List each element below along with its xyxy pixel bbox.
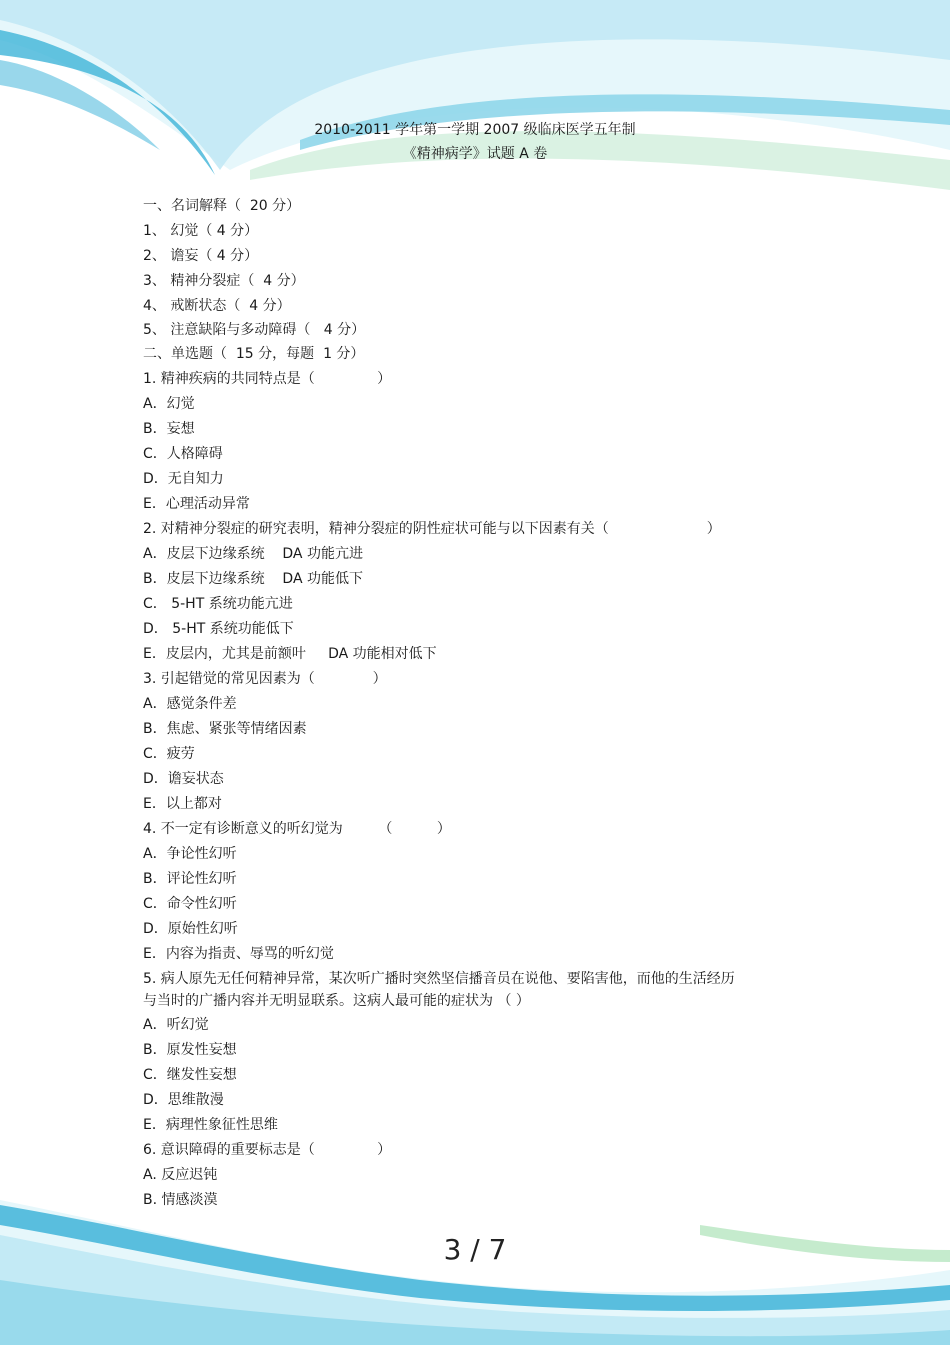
option-line: A．皮层下边缘系统 DA 功能亢进 [143,546,363,562]
exam-title-line2: 《精神病学》试题 A 卷 [402,146,548,162]
option-line: C． 5-HT 系统功能亢进 [143,596,293,612]
option-line: A．听幻觉 [143,1017,209,1033]
section-heading: 二、单选题（ 15 分，每题 1 分） [143,346,365,362]
option-line: B. 情感淡漠 [143,1192,218,1208]
question-line: 5、 注意缺陷与多动障碍（ 4 分） [143,322,366,338]
option-line: A．幻觉 [143,396,195,412]
question-line: 6. 意识障碍的重要标志是（ ） [143,1142,392,1158]
option-line: A．争论性幻听 [143,846,237,862]
option-line: A．感觉条件差 [143,696,237,712]
question-line: 5. 病人原先无任何精神异常，某次听广播时突然坚信播音员在说他、要陷害他，而他的生活经历与当时的广播内容并无明显联系。这病人最可能的症状为 （ ） [143,971,735,1009]
page-number: 3 / 7 [443,1233,507,1266]
question-line: 3. 引起错觉的常见因素为（ ） [143,671,387,687]
question-line: 2. 对精神分裂症的研究表明，精神分裂症的阴性症状可能与以下因素有关（ ） [143,521,721,537]
option-line: D．思维散漫 [143,1092,224,1108]
option-line: E．内容为指责、辱骂的听幻觉 [143,946,334,962]
option-line: D．无自知力 [143,471,224,487]
option-line: B．评论性幻听 [143,871,237,887]
question-line: 3、 精神分裂症（ 4 分） [143,273,305,289]
option-line: C．疲劳 [143,746,195,762]
option-line: E．皮层内，尤其是前额叶 DA 功能相对低下 [143,646,437,662]
option-line: C．继发性妄想 [143,1067,237,1083]
question-line: 1、 幻觉（ 4 分） [143,223,259,239]
option-line: B．皮层下边缘系统 DA 功能低下 [143,571,363,587]
option-line: B．妄想 [143,421,195,437]
option-line: E．心理活动异常 [143,496,250,512]
option-line: D．原始性幻听 [143,921,238,937]
exam-content [143,194,783,1213]
section-heading: 一、名词解释（ 20 分） [143,198,301,214]
question-line: 4. 不一定有诊断意义的听幻觉为 （ ） [143,821,451,837]
question-line: 2、 谵妄（ 4 分） [143,248,259,264]
option-line: B．焦虑、紧张等情绪因素 [143,721,307,737]
option-line: D． 5-HT 系统功能低下 [143,621,294,637]
option-line: D．谵妄状态 [143,771,224,787]
exam-title-line1: 2010-2011 学年第一学期 2007 级临床医学五年制 [314,122,636,138]
option-line: C．人格障碍 [143,446,223,462]
question-line: 4、 戒断状态（ 4 分） [143,298,291,314]
option-line: A. 反应迟钝 [143,1167,218,1183]
option-line: E．以上都对 [143,796,222,812]
option-line: C．命令性幻听 [143,896,237,912]
option-line: E．病理性象征性思维 [143,1117,278,1133]
question-line: 1. 精神疾病的共同特点是（ ） [143,371,392,387]
option-line: B．原发性妄想 [143,1042,237,1058]
